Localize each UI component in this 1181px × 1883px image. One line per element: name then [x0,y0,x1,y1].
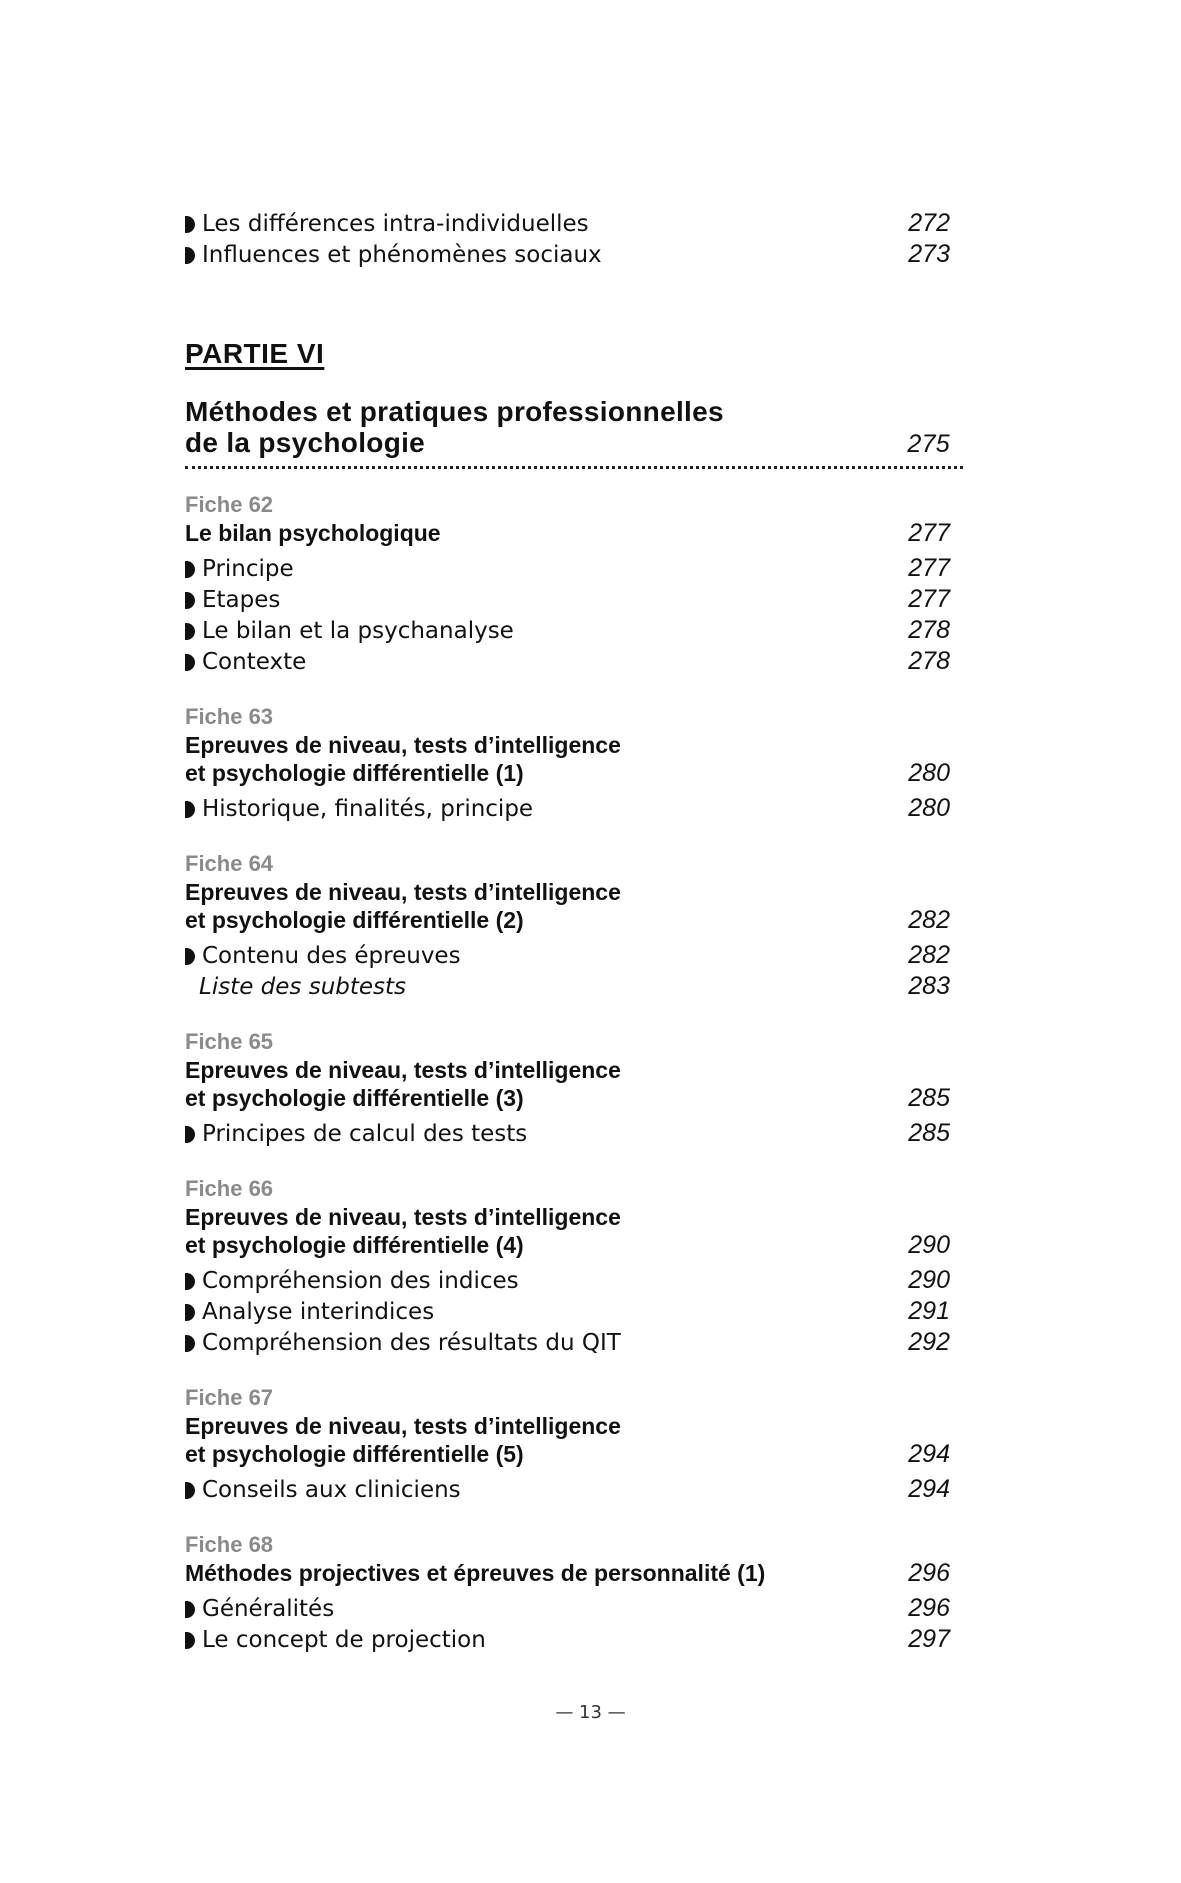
toc-entry [185,615,960,646]
toc-entry [185,1265,960,1296]
fiche-items [185,1265,960,1358]
fiche-section [185,850,960,1002]
fiche-title [185,878,960,934]
bullet-icon [185,1335,195,1352]
entry-page: 290 [908,1266,950,1294]
fiche-items [185,793,960,824]
intro-entries [185,208,960,270]
entry-page: 277 [908,554,950,582]
fiche-number: Fiche 65 [185,1029,274,1054]
entry-page: 296 [908,1594,950,1622]
fiche-section [185,1384,960,1505]
entry-page: 272 [908,209,950,237]
bullet-icon [185,1273,195,1290]
table-of-contents [185,208,960,1655]
fiche-section [185,491,960,677]
fiche-page: 296 [908,1559,950,1587]
fiche-title-line: Méthodes projectives et épreuves de personnalité (1) [185,1560,766,1586]
bullet-icon [185,1304,195,1321]
toc-entry [185,1474,960,1505]
toc-entry [185,584,960,615]
partie-title-line1: Méthodes et pratiques professionnelles [185,396,724,427]
page-number: — 13 — [555,1702,626,1723]
dotted-divider [185,466,963,469]
entry-text: Généralités [202,1596,335,1622]
fiche-number: Fiche 64 [185,851,274,876]
entry-page: 294 [908,1475,950,1503]
fiche-section [185,703,960,824]
toc-entry [185,940,960,971]
fiche-title-line: et psychologie différentielle (1) [185,760,524,786]
entry-page: 273 [908,240,950,268]
entry-text: Analyse interindices [202,1299,435,1325]
entry-text: Contenu des épreuves [202,943,461,969]
toc-entry [185,793,960,824]
fiche-items [185,940,960,1002]
fiche-number: Fiche 67 [185,1385,274,1410]
fiche-page: 280 [908,759,950,787]
entry-page: 282 [908,941,950,969]
toc-entry [185,646,960,677]
toc-entry [185,208,960,239]
toc-entry [185,1327,960,1358]
bullet-icon [185,801,195,818]
entry-page: 278 [908,647,950,675]
partie-label: PARTIE VI [185,338,325,369]
entry-text: Le bilan et la psychanalyse [202,618,514,644]
toc-entry [185,553,960,584]
fiche-number: Fiche 66 [185,1176,274,1201]
fiche-section [185,1175,960,1358]
fiche-section [185,1028,960,1149]
partie-title-line2: de la psychologie [185,427,426,458]
fiche-title [185,1559,960,1587]
fiche-title-line: Epreuves de niveau, tests d’intelligence [185,879,621,905]
entry-text: Contexte [202,649,307,675]
fiche-number: Fiche 62 [185,492,274,517]
fiche-title-line: et psychologie différentielle (3) [185,1085,524,1111]
entry-text: Liste des subtests [199,974,407,1000]
bullet-icon [185,1601,195,1618]
toc-entry [185,1593,960,1624]
fiche-items [185,553,960,677]
partie-page: 275 [907,430,950,458]
entry-text: Influences et phénomènes sociaux [202,242,602,268]
fiche-number: Fiche 68 [185,1532,274,1557]
entry-text: Conseils aux cliniciens [202,1477,461,1503]
fiche-title-line: Epreuves de niveau, tests d’intelligence [185,732,621,758]
bullet-icon [185,1632,195,1649]
fiche-title-line: Epreuves de niveau, tests d’intelligence [185,1204,621,1230]
bullet-icon [185,561,195,578]
fiche-items [185,1118,960,1149]
entry-page: 285 [908,1119,950,1147]
fiche-title [185,1203,960,1259]
fiche-page: 290 [908,1231,950,1259]
fiche-number: Fiche 63 [185,704,274,729]
fiche-title-line: et psychologie différentielle (5) [185,1441,524,1467]
fiche-page: 294 [908,1440,950,1468]
entry-text: Principe [202,556,294,582]
entry-page: 292 [908,1328,950,1356]
fiche-page: 282 [908,906,950,934]
entry-page: 277 [908,585,950,613]
entry-text: Compréhension des indices [202,1268,519,1294]
fiche-title-line: et psychologie différentielle (4) [185,1232,524,1258]
bullet-icon [185,654,195,671]
toc-entry [185,971,960,1002]
toc-entry [185,239,960,270]
fiche-title-line: Epreuves de niveau, tests d’intelligence [185,1057,621,1083]
entry-text: Historique, finalités, principe [202,796,534,822]
fiche-page: 285 [908,1084,950,1112]
fiche-title-line: Epreuves de niveau, tests d’intelligence [185,1413,621,1439]
bullet-icon [185,216,195,233]
entry-page: 280 [908,794,950,822]
bullet-icon [185,592,195,609]
entry-page: 278 [908,616,950,644]
fiche-title [185,1056,960,1112]
bullet-icon [185,247,195,264]
entry-text: Principes de calcul des tests [202,1121,528,1147]
fiche-title [185,519,960,547]
entry-text: Etapes [202,587,281,613]
toc-entry [185,1118,960,1149]
entry-page: 283 [908,972,950,1000]
fiche-items [185,1593,960,1655]
entry-text: Compréhension des résultats du QIT [202,1330,621,1356]
fiche-list [185,491,960,1655]
fiche-title [185,731,960,787]
bullet-icon [185,1126,195,1143]
toc-entry [185,1296,960,1327]
entry-page: 291 [908,1297,950,1325]
entry-text: Le concept de projection [202,1627,486,1653]
fiche-title-line: Le bilan psychologique [185,520,441,546]
fiche-title [185,1412,960,1468]
bullet-icon [185,1482,195,1499]
entry-page: 297 [908,1625,950,1653]
fiche-items [185,1474,960,1505]
fiche-page: 277 [908,519,950,547]
fiche-section [185,1531,960,1655]
partie-title [185,396,960,460]
bullet-icon [185,623,195,640]
fiche-title-line: et psychologie différentielle (2) [185,907,524,933]
toc-entry [185,1624,960,1655]
entry-text: Les différences intra-individuelles [202,211,589,237]
bullet-icon [185,948,195,965]
